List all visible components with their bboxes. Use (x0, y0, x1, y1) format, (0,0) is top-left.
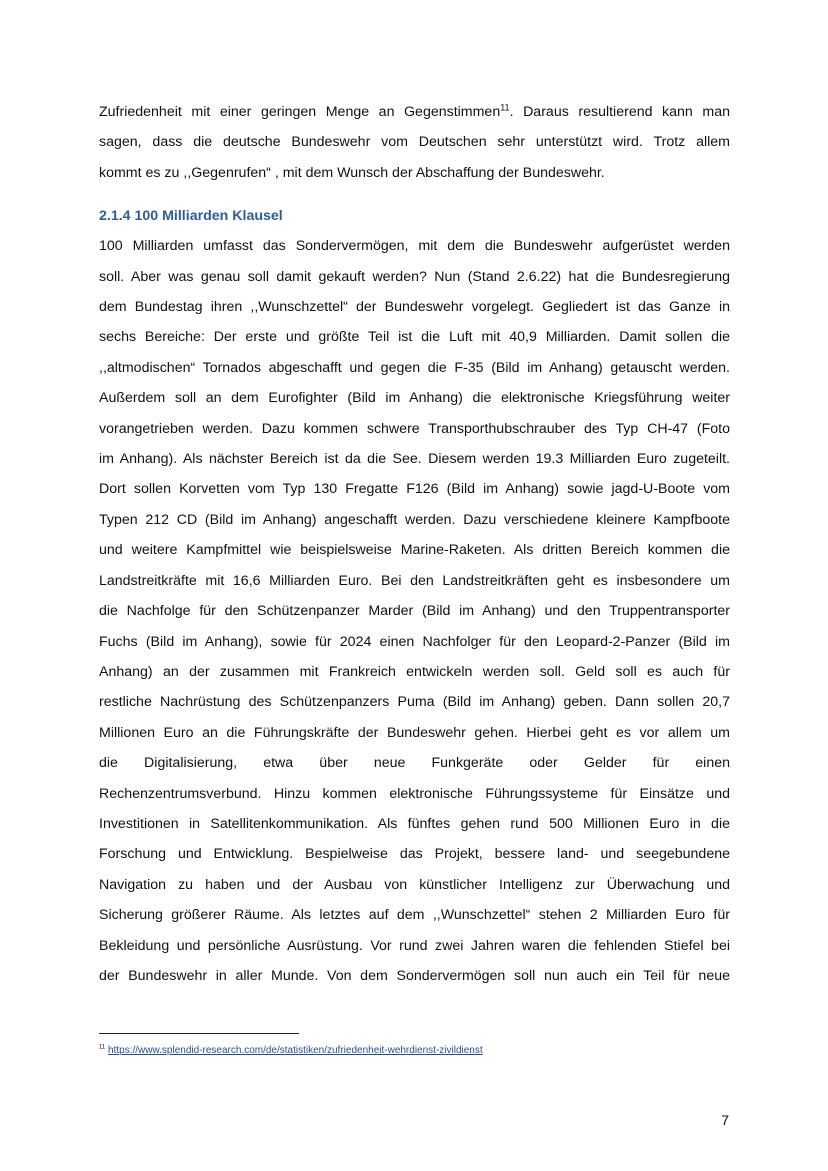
text-line: Navigation zu haben und der Ausbau von künstlicher Intelligenz zur Überwachung und (99, 876, 730, 893)
text-line: Fuchs (Bild im Anhang), sowie für 2024 einen Nachfolger für den Leopard-2-Panzer (Bild im (99, 633, 730, 650)
text-line: soll. Aber was genau soll damit gekauft werden? Nun (Stand 2.6.22) hat die Bundesregierung (99, 268, 730, 285)
text-line: die Digitalisierung, etwa über neue Funkgeräte oder Gelder für einen (99, 755, 730, 772)
footnote-link[interactable]: https://www.splendid-research.com/de/statistiken/zufriedenheit-wehrdienst-zivildienst (108, 1045, 483, 1056)
text-line: kommt es zu ,,Gegenrufen“ , mit dem Wunsch der Abschaffung der Bundeswehr. (99, 164, 605, 181)
text-fragment: . Daraus resultierend kann man (509, 104, 730, 120)
text-line: Bekleidung und persönliche Ausrüstung. Vor rund zwei Jahren waren die fehlenden Stiefel bei (99, 937, 730, 954)
text-line: sagen, dass die deutsche Bundeswehr vom Deutschen sehr unterstützt wird. Trotz allem (99, 134, 730, 151)
section-heading: 2.1.4 100 Milliarden Klausel (99, 208, 283, 225)
text-line: Forschung und Entwicklung. Bespielweise das Projekt, bessere land- und seegebundene (99, 846, 730, 863)
text-line: im Anhang). Als nächster Bereich ist da die See. Diesem werden 19.3 Milliarden Euro zugeteilt. (99, 451, 730, 468)
text-line: und weitere Kampfmittel wie beispielsweise Marine-Raketen. Als dritten Bereich kommen die (99, 542, 730, 559)
page-content (99, 97, 730, 991)
footnote (99, 1044, 483, 1058)
text-line (99, 97, 730, 127)
text-line: vorangetrieben werden. Dazu kommen schwere Transporthubschrauber des Typ CH-47 (Foto (99, 420, 730, 437)
text-line: der Bundeswehr in aller Munde. Von dem Sondervermögen soll nun auch ein Teil für neue (99, 967, 730, 984)
page-number: 7 (721, 1112, 729, 1128)
body-paragraph (99, 231, 730, 991)
text-line: 100 Milliarden umfasst das Sondervermögen, mit dem die Bundeswehr aufgerüstet werden (99, 238, 730, 255)
text-line: Investitionen in Satellitenkommunikation. Als fünftes gehen rund 500 Millionen Euro in die (99, 815, 730, 832)
text-line: Landstreitkräfte mit 16,6 Milliarden Euro. Bei den Landstreitkräften geht es insbesondere um (99, 572, 730, 589)
text-line: sechs Bereiche: Der erste und größte Teil ist die Luft mit 40,9 Milliarden. Damit sollen die (99, 329, 730, 346)
text-line: dem Bundestag ihren ,,Wunschzettel“ der Bundeswehr vorgelegt. Gegliedert ist das Ganze in (99, 299, 730, 316)
intro-paragraph (99, 97, 730, 188)
text-line: Anhang) an der zusammen mit Frankreich entwickeln werden soll. Geld soll es auch für (99, 663, 730, 680)
text-line: Außerdem soll an dem Eurofighter (Bild im Anhang) die elektronische Kriegsführung weiter (99, 390, 730, 407)
text-fragment: Zufriedenheit mit einer geringen Menge an Gegenstimmen (99, 104, 501, 120)
text-line: Millionen Euro an die Führungskräfte der Bundeswehr gehen. Hierbei geht es vor allem um (99, 724, 730, 741)
text-line: Sicherung größerer Räume. Als letztes auf dem ,,Wunschzettel“ stehen 2 Milliarden Euro für (99, 907, 730, 924)
footnote-marker: 11 (99, 1044, 106, 1051)
text-line: ,,altmodischen“ Tornados abgeschafft und gegen die F-35 (Bild im Anhang) getauscht werden. (99, 359, 730, 376)
text-line: restliche Nachrüstung des Schützenpanzers Puma (Bild im Anhang) geben. Dann sollen 20,7 (99, 694, 730, 711)
text-line: Dort sollen Korvetten vom Typ 130 Fregatte F126 (Bild im Anhang) sowie jagd-U-Boote vom (99, 481, 730, 498)
footnote-separator (99, 1033, 299, 1034)
text-line: Rechenzentrumsverbund. Hinzu kommen elektronische Führungssysteme für Einsätze und (99, 785, 730, 802)
text-line: Typen 212 CD (Bild im Anhang) angeschafft werden. Dazu verschiedene kleinere Kampfboote (99, 511, 730, 528)
footnote-reference: 11 (500, 102, 510, 113)
text-line: die Nachfolge für den Schützenpanzer Marder (Bild im Anhang) und den Truppentransporter (99, 603, 730, 620)
